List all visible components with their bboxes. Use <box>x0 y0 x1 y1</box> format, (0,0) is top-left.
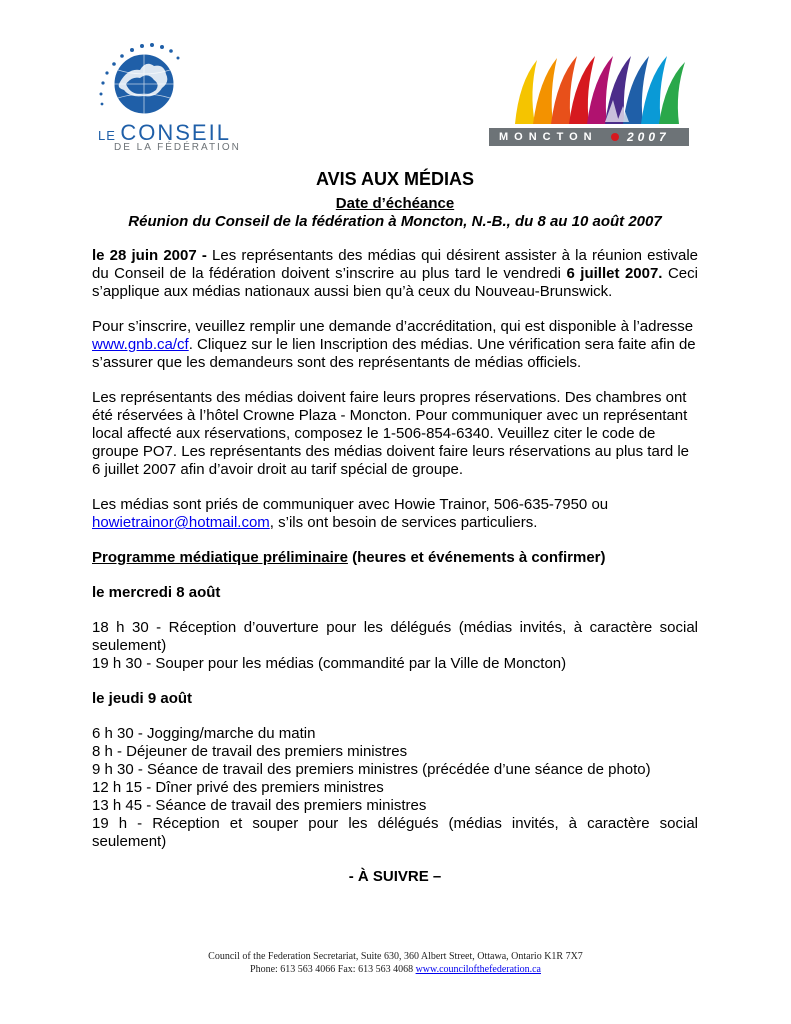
meeting-subtitle: Réunion du Conseil de la fédération à Moncton, N.-B., du 8 au 10 août 2007 <box>128 213 662 230</box>
maple-leaf-icon <box>611 133 619 141</box>
paragraph-reservations: Les représentants des médias doivent faire leurs propres réservations. Des chambres ont été réservées à l’hôtel Crowne Plaza - Moncton. Pour communiquer avec un représentant local affecté aux réservations, composez le 1-506-854-6340. Veuillez citer le code de groupe PO7. Les représentants des médias doivent faire leurs réservations au plus tard le 6 juillet 2007 afin d’avoir droit au tarif spécial de groupe. <box>92 389 689 478</box>
deadline-subtitle: Date d’échéance <box>335 195 455 212</box>
logo-year: 2007 <box>627 130 670 144</box>
council-of-federation-logo <box>92 40 262 155</box>
footer <box>0 950 791 976</box>
list-item: 19 h - Réception et souper pour les délégués (médias invités, à caractère social seulement) <box>92 815 698 850</box>
day1-heading: le mercredi 8 août <box>92 584 221 601</box>
footer-address: Council of the Federation Secretariat, Suite 630, 360 Albert Street, Ottawa, Ontario K1R 7X7 <box>208 951 583 962</box>
list-item: 8 h - Déjeuner de travail des premiers ministres <box>92 743 408 760</box>
deadline-date: 6 juillet 2007. <box>566 265 663 282</box>
list-item: 6 h 30 - Jogging/marche du matin <box>92 725 316 742</box>
list-item: 9 h 30 - Séance de travail des premiers ministres (précédée d’une séance de photo) <box>92 761 651 778</box>
email-link[interactable]: howietrainor@hotmail.com <box>92 514 270 531</box>
website-link[interactable]: www.councilofthefederation.ca <box>415 964 541 975</box>
gnb-link[interactable]: www.gnb.ca/cf <box>92 336 189 353</box>
paragraph-registration-deadline: le 28 juin 2007 - Les représentants des médias qui désirent assister à la réunion estivale du Conseil de la fédération doivent s’inscrire au plus tard le vendredi 6 juillet 2007. Ceci s’applique aux médias nationaux aussi bien qu’à ceux du Nouveau-Brunswick. <box>92 247 699 300</box>
logo-federation: DE LA FÉDÉRATION <box>114 142 241 153</box>
programme-heading: Programme médiatique préliminaire (heures et événements à confirmer) <box>92 549 606 566</box>
list-item: 18 h 30 - Réception d’ouverture pour les délégués (médias invités, à caractère social seulement) <box>92 619 698 654</box>
list-item: 19 h 30 - Souper pour les médias (commandité par la Ville de Moncton) <box>92 655 567 672</box>
logo-moncton: MONCTON <box>499 131 598 143</box>
press-release-body <box>92 168 698 886</box>
logo-conseil: CONSEIL <box>120 120 231 145</box>
to-be-continued: - À SUIVRE – <box>348 868 442 885</box>
logo-le: LE <box>98 128 116 143</box>
moncton-2007-logo <box>485 52 695 152</box>
day2-heading: le jeudi 9 août <box>92 690 193 707</box>
release-date: le 28 juin 2007 - <box>92 247 207 264</box>
paragraph-contact: Les médias sont priés de communiquer avec Howie Trainor, 506-635-7950 ou howietrainor@hotmail.com, s’ils ont besoin de services particuliers. <box>92 496 609 531</box>
page-title: AVIS AUX MÉDIAS <box>315 169 475 189</box>
day2-schedule <box>92 725 698 851</box>
day1-schedule <box>92 619 698 673</box>
list-item: 13 h 45 - Séance de travail des premiers ministres <box>92 797 427 814</box>
list-item: 12 h 15 - Dîner privé des premiers ministres <box>92 779 384 796</box>
footer-contact: Phone: 613 563 4066 Fax: 613 563 4068 www.councilofthefederation.ca <box>250 964 541 975</box>
paragraph-accreditation: Pour s’inscrire, veuillez remplir une demande d’accréditation, qui est disponible à l’adresse www.gnb.ca/cf. Cliquez sur le lien Inscription des médias. Une vérification sera faite afin de s’assurer que les demandeurs sont des représentants de médias officiels. <box>92 318 696 371</box>
